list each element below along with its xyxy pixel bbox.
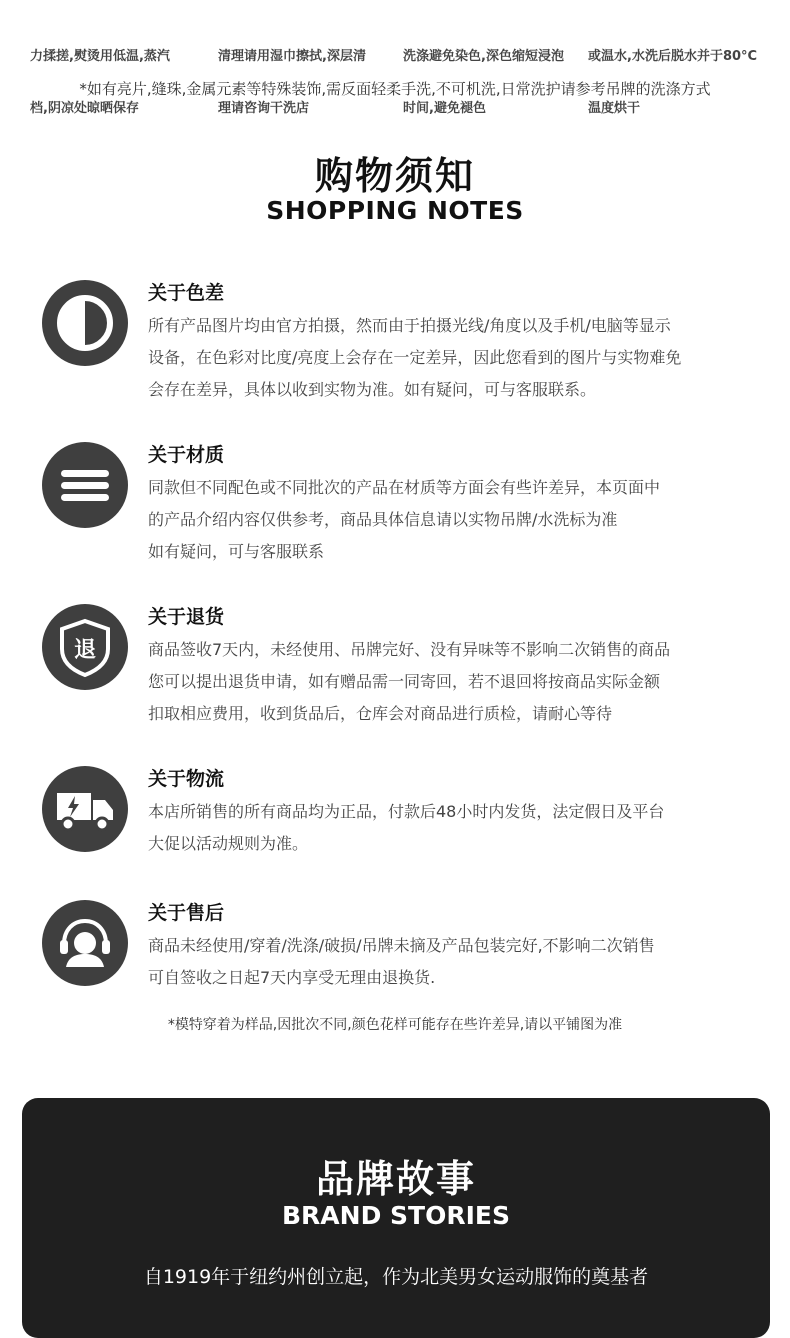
note-line: 商品未经使用/穿着/洗涤/破损/吊牌未摘及产品包装完好,不影响二次销售 [148, 936, 655, 955]
care-line: 或温水,水洗后脱水并于80°C [588, 49, 758, 64]
note-line: 同款但不同配色或不同批次的产品在材质等方面会有些许差异，本页面中 [148, 478, 661, 497]
note-line: 所有产品图片均由官方拍摄，然而由于拍摄光线/角度以及手机/电脑等显示 [148, 316, 671, 335]
shopping-title-en: SHOPPING NOTES [266, 196, 524, 225]
brand-intro-text: 自1919年于纽约州创立起，作为北美男女运动服饰的奠基者 [143, 1266, 649, 1288]
note-heading: 关于物流 [148, 768, 225, 790]
care-line: 清理请用湿巾擦拭,深层清 [218, 49, 366, 64]
model-note: *模特穿着为样品,因批次不同,颜色花样可能存在些许差异,请以平铺图为准 [167, 1017, 623, 1033]
shopping-title-cn: 购物须知 [314, 154, 475, 198]
note-returns [42, 604, 762, 724]
note-line: 可自签收之日起7天内享受无理由退换货. [148, 968, 436, 987]
care-column-4 [588, 4, 778, 116]
delivery-truck-icon [42, 766, 128, 852]
care-column-3 [403, 4, 581, 116]
menu-lines-icon [42, 442, 128, 528]
contrast-icon [42, 280, 128, 366]
brand-story-panel [22, 1098, 770, 1338]
note-line: 大促以活动规则为准。 [148, 834, 309, 853]
brand-title-en: BRAND STORIES [282, 1201, 510, 1230]
brand-title-cn: 品牌故事 [315, 1157, 476, 1201]
note-line: 设备，在色彩对比度/亮度上会存在一定差异，因此您看到的图片与实物难免 [148, 348, 682, 367]
note-line: 的产品介绍内容仅供参考，商品具体信息请以实物吊牌/水洗标为准 [148, 510, 618, 529]
care-line: 理请咨询干洗店 [218, 101, 310, 116]
care-line: 温度烘干 [588, 101, 641, 116]
note-line: 您可以提出退货申请，如有赠品需一同寄回，若不退回将按商品实际金额 [148, 672, 661, 691]
note-line: 本店所销售的所有商品均为正品，付款后48小时内发货，法定假日及平台 [148, 802, 665, 821]
care-column-1 [30, 4, 200, 116]
care-line: 档,阴凉处晾晒保存 [30, 101, 139, 116]
note-line: 商品签收7天内，未经使用、吊牌完好、没有异味等不影响二次销售的商品 [148, 640, 671, 659]
note-logistics [42, 766, 762, 861]
note-line: 扣取相应费用，收到货品后，仓库会对商品进行质检，请耐心等待 [148, 704, 613, 723]
care-line: 力揉搓,熨烫用低温,蒸汽 [30, 49, 170, 64]
care-column-2 [218, 4, 393, 116]
note-line: 如有疑问，可与客服联系 [148, 542, 325, 561]
care-line: 洗涤避免染色,深色缩短浸泡 [403, 49, 564, 64]
note-after-sales [42, 900, 762, 995]
note-heading: 关于材质 [148, 444, 225, 466]
care-line: 时间,避免褪色 [403, 101, 486, 116]
return-icon-glyph: 退 [73, 638, 97, 663]
note-heading: 关于色差 [148, 282, 225, 304]
customer-service-icon [42, 900, 128, 986]
return-shield-icon [42, 604, 128, 690]
note-color-difference [42, 280, 762, 400]
note-material [42, 442, 762, 562]
note-heading: 关于退货 [148, 606, 225, 628]
note-heading: 关于售后 [148, 902, 225, 924]
care-note: *如有亮片,缝珠,金属元素等特殊装饰,需反面轻柔手洗,不可机洗,日常洗护请参考吊牌的洗涤方式 [79, 80, 711, 98]
note-line: 会存在差异，具体以收到实物为准。如有疑问，可与客服联系。 [148, 380, 597, 399]
